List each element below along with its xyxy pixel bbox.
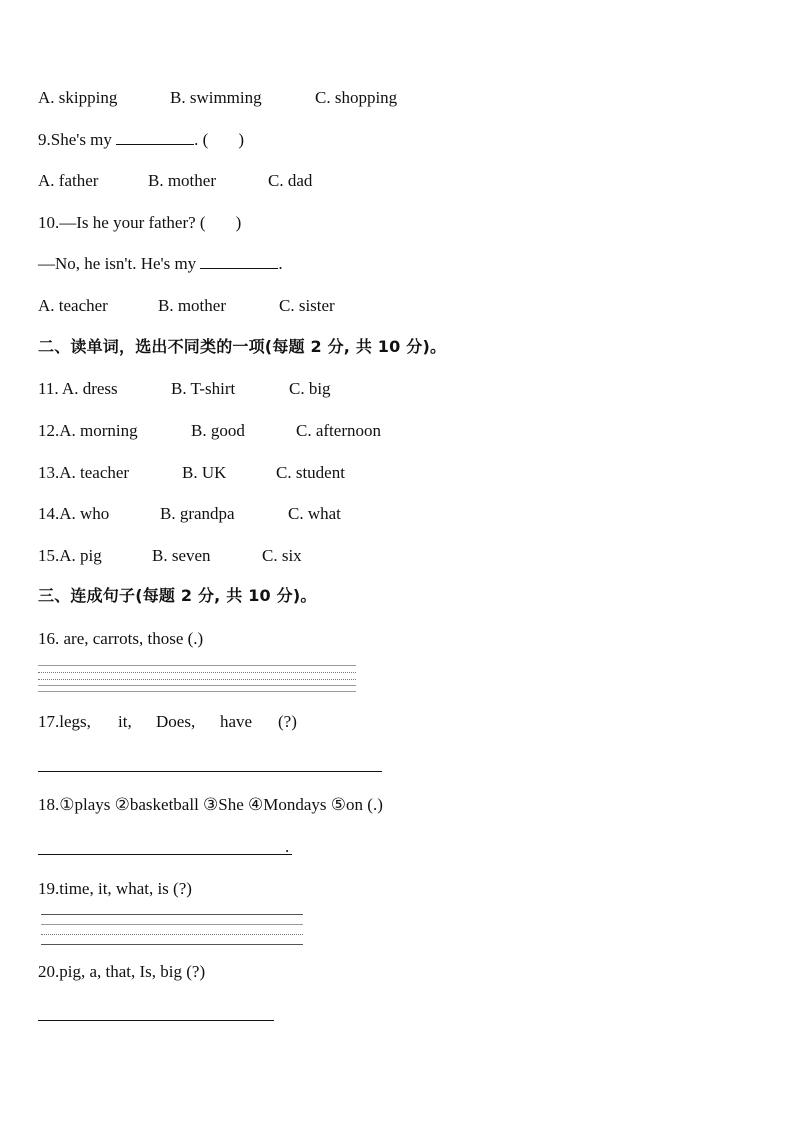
q20-answer-line[interactable] bbox=[38, 1020, 274, 1021]
q15-option-a: 15.A. pig bbox=[38, 546, 102, 565]
q17-word-2: it, bbox=[118, 712, 132, 731]
q14-options bbox=[38, 504, 341, 524]
q10-response-tail: . bbox=[278, 254, 283, 273]
q9-option-a: A. father bbox=[38, 171, 99, 190]
q14-option-a: 14.A. who bbox=[38, 504, 110, 523]
q11-option-c: C. big bbox=[289, 379, 331, 398]
q19-text: 19.time, it, what, is (?) bbox=[38, 879, 192, 898]
q19-writing-line-3[interactable] bbox=[41, 934, 303, 935]
q18-text: 18.①plays ②basketball ③She ④Mondays ⑤on (.) bbox=[38, 795, 383, 814]
q12-option-c: C. afternoon bbox=[296, 421, 381, 440]
q9-option-b: B. mother bbox=[148, 171, 216, 190]
q8-option-a: A. skipping bbox=[38, 88, 118, 107]
q9-paren-close: ) bbox=[238, 130, 244, 149]
q16-writing-line-1[interactable] bbox=[38, 665, 356, 666]
q9-answer-blank[interactable] bbox=[116, 130, 194, 145]
q16-writing-line-3[interactable] bbox=[38, 679, 356, 680]
q10-options bbox=[38, 296, 335, 316]
q10-stem-text: 10.—Is he your father? ( bbox=[38, 213, 206, 232]
q17-word-3: Does, bbox=[156, 712, 196, 731]
q19-writing-line-2[interactable] bbox=[41, 924, 303, 925]
q16-text: 16. are, carrots, those (.) bbox=[38, 629, 204, 648]
q12-options bbox=[38, 421, 381, 441]
q13-option-a: 13.A. teacher bbox=[38, 463, 130, 482]
q8-option-c: C. shopping bbox=[315, 88, 398, 107]
q18-answer-period: . bbox=[285, 837, 290, 856]
q17-answer-line[interactable] bbox=[38, 771, 382, 772]
q12-option-a: 12.A. morning bbox=[38, 421, 138, 440]
q10-answer-blank[interactable] bbox=[200, 254, 278, 269]
q10-option-b: B. mother bbox=[158, 296, 226, 315]
q13-option-c: C. student bbox=[276, 463, 345, 482]
q10-response bbox=[38, 254, 283, 274]
q9-stem bbox=[38, 130, 244, 150]
q11-option-a: 11. A. dress bbox=[38, 379, 118, 398]
q10-stem bbox=[38, 213, 241, 233]
q20-text: 20.pig, a, that, Is, big (?) bbox=[38, 962, 206, 981]
q17-word-5: (?) bbox=[278, 712, 297, 731]
q9-options bbox=[38, 171, 312, 191]
q15-options bbox=[38, 546, 302, 566]
q11-option-b: B. T-shirt bbox=[171, 379, 236, 398]
q9-option-c: C. dad bbox=[268, 171, 313, 190]
q15-option-b: B. seven bbox=[152, 546, 211, 565]
q11-options bbox=[38, 379, 331, 399]
q10-paren-close: ) bbox=[235, 213, 242, 232]
q14-option-b: B. grandpa bbox=[160, 504, 235, 523]
q8-options bbox=[38, 88, 397, 108]
q16-writing-line-2[interactable] bbox=[38, 672, 356, 673]
q16-writing-line-4[interactable] bbox=[38, 685, 356, 686]
q10-option-a: A. teacher bbox=[38, 296, 108, 315]
q8-option-b: B. swimming bbox=[170, 88, 262, 107]
q16-writing-line-5[interactable] bbox=[38, 691, 356, 692]
q14-option-c: C. what bbox=[288, 504, 341, 523]
q10-option-c: C. sister bbox=[279, 296, 335, 315]
q17-word-1: 17.legs, bbox=[38, 712, 91, 731]
q10-response-text: —No, he isn't. He's my bbox=[38, 254, 197, 273]
q18-answer-line[interactable] bbox=[38, 854, 292, 855]
q17-text bbox=[38, 712, 297, 732]
section-2-title: 二、读单词，选出不同类的一项(每题 2 分, 共 10 分)。 bbox=[38, 337, 447, 356]
q9-stem-tail: . ( bbox=[194, 130, 209, 149]
q15-option-c: C. six bbox=[262, 546, 302, 565]
q19-writing-line-1[interactable] bbox=[41, 914, 303, 915]
q13-option-b: B. UK bbox=[182, 463, 227, 482]
section-3-title: 三、连成句子(每题 2 分, 共 10 分)。 bbox=[38, 586, 317, 605]
q12-option-b: B. good bbox=[191, 421, 245, 440]
q13-options bbox=[38, 463, 345, 483]
q9-stem-text: 9.She's my bbox=[38, 130, 112, 149]
q17-word-4: have bbox=[220, 712, 253, 731]
q19-writing-line-4[interactable] bbox=[41, 944, 303, 945]
